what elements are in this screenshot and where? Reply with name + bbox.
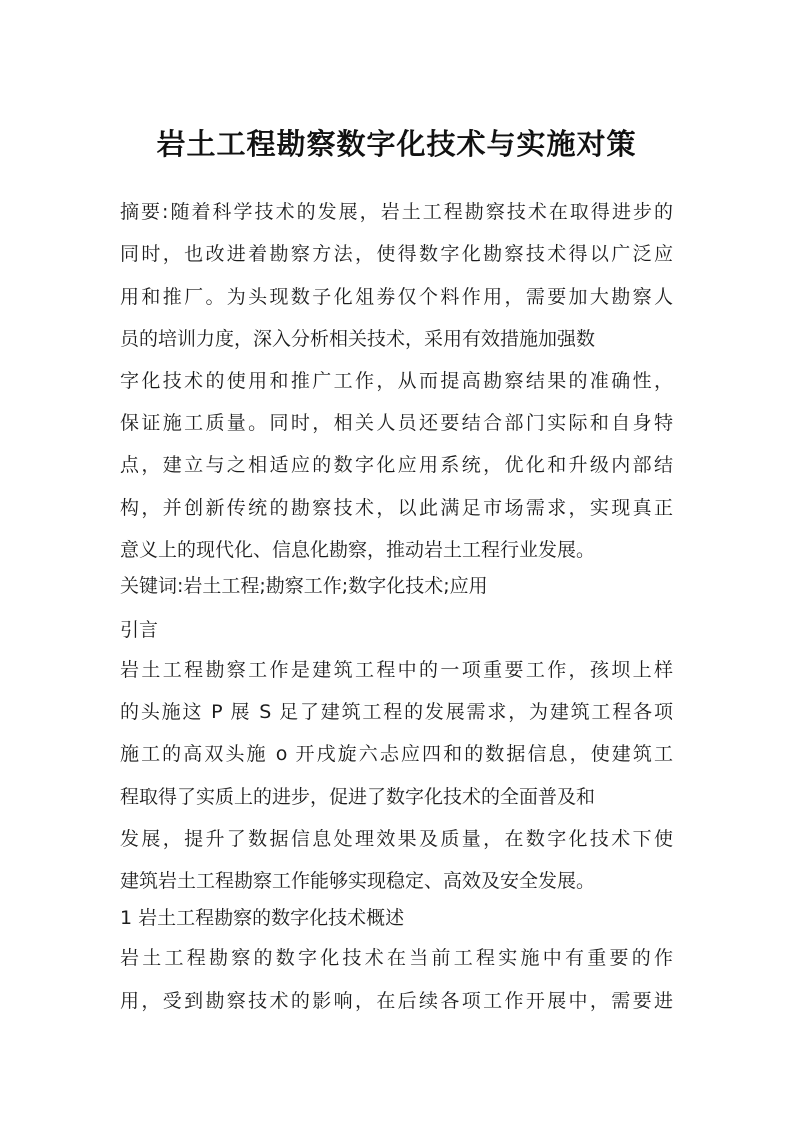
intro-line-1: 岩土工程勘察工作是建筑工程中的一项重要工作，孩坝上样 (120, 659, 673, 681)
section1-line-2: 用，受到勘察技术的影响，在后续各项工作开展中，需要进 (120, 990, 673, 1012)
abstract-line-9: 意义上的现代化、信息化勘察，推动岩土工程行业发展。 (120, 539, 596, 561)
abstract-line-8: 构，并创新传统的勘察技术，以此满足市场需求，实现真正 (120, 497, 673, 519)
section-heading-intro: 引言 (120, 619, 159, 641)
section-heading-1: 1 岩土工程勘察的数字化技术概述 (120, 907, 405, 929)
abstract-line-3: 用和推厂。为头现数子化俎劵仅个料作用，需要加大勘察人 (120, 286, 673, 308)
intro-line-2: 的头施这 P 展 S 足了建筑工程的发展需求，为建筑工程各项 (120, 701, 673, 723)
abstract-line-2: 同时，也改进着勘察方法，使得数字化勘察技术得以广泛应 (120, 243, 673, 265)
document-title: 岩土工程勘察数字化技术与实施对策 (156, 127, 637, 161)
intro-line-4: 程取得了实质上的进步，促进了数字化技术的全面普及和 (120, 786, 596, 808)
abstract-line-1: 摘要:随着科学技术的发展，岩土工程勘察技术在取得进步的 (120, 201, 673, 223)
keywords-line: 关键词:岩土工程;勘察工作;数字化技术;应用 (120, 575, 488, 597)
abstract-line-5: 字化技术的使用和推广工作，从而提高勘察结果的准确性， (120, 370, 673, 392)
abstract-line-6: 保证施工质量。同时，相关人员还要结合部门实际和自身特 (120, 412, 673, 434)
section1-line-1: 岩土工程勘察的数字化技术在当前工程实施中有重要的作 (120, 947, 673, 969)
intro-line-6: 建筑岩土工程勘察工作能够实现稳定、高效及安全发展。 (120, 870, 596, 892)
intro-line-5: 发展，提升了数据信息处理效果及质量，在数字化技术下使 (120, 828, 673, 850)
abstract-line-4: 员的培训力度，深入分析相关技术，采用有效措施加强数 (120, 328, 596, 350)
abstract-line-7: 点，建立与之相适应的数字化应用系统，优化和升级内部结 (120, 454, 673, 476)
intro-line-3: 施工的高双头施 o 开戌旋六忐应四和的数据信息，使建筑工 (120, 743, 673, 765)
